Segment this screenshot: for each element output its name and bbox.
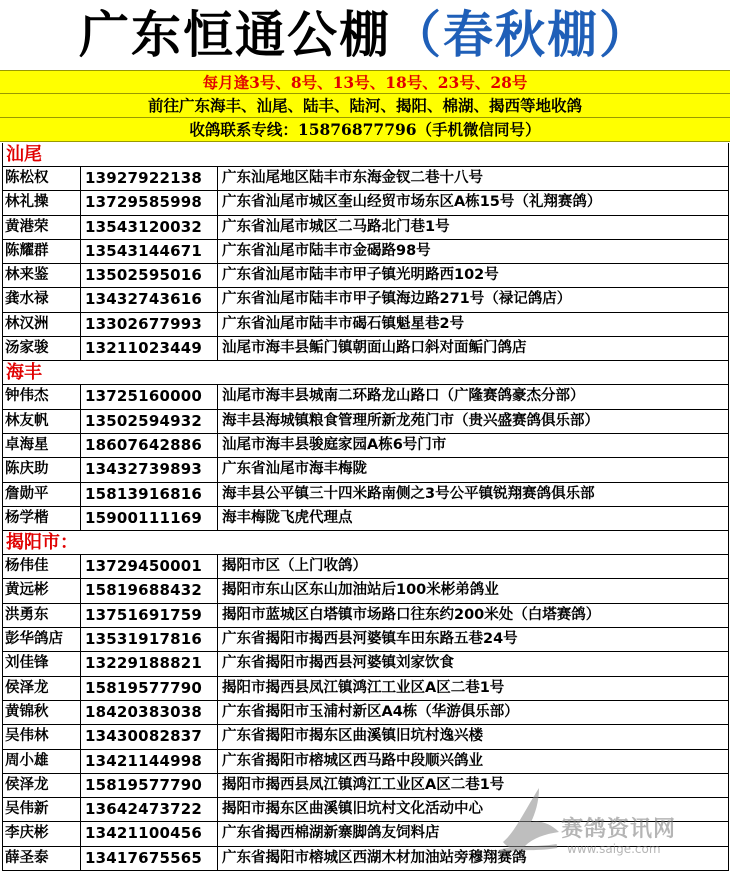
section-header: 汕尾 [3,143,728,167]
contact-name: 黄远彬 [3,579,81,602]
contact-phone: 15819688432 [81,579,218,602]
contact-phone: 13502594932 [81,410,218,433]
table-row [3,458,728,482]
table-row [3,750,728,774]
contact-phone: 13430082837 [81,725,218,748]
contact-phone: 13729585998 [81,191,218,214]
page-title [0,0,730,70]
contact-name: 侯泽龙 [3,677,81,700]
pigeon-logo-icon [495,780,565,860]
contact-name: 卓海星 [3,434,81,457]
contact-address: 广东省揭西棉湖新寨脚鸽友饲料店 [222,825,440,842]
watermark-url: www.saige.com [567,842,661,856]
contact-address: 广东省汕尾市陆丰市碣石镇魁星巷2号 [222,315,465,332]
contact-phone: 13421100456 [81,822,218,845]
table-row [3,677,728,701]
contact-name: 吴伟林 [3,725,81,748]
route-banner: 前往广东海丰、汕尾、陆丰、陆河、揭阳、棉湖、揭西等地收鸽 [0,94,730,118]
contact-name: 杨伟佳 [3,555,81,578]
contact-phone: 13642473722 [81,798,218,821]
contact-phone: 15900111169 [81,507,218,530]
contact-name: 陈庆助 [3,458,81,481]
contact-name: 吴伟新 [3,798,81,821]
schedule-banner: 每月逢3号、8号、13号、18号、23号、28号 [0,70,730,94]
contact-name: 刘佳锋 [3,652,81,675]
contact-name: 李庆彬 [3,822,81,845]
table-row [3,579,728,603]
table-row [3,483,728,507]
table-row [3,264,728,288]
table-row [3,652,728,676]
contact-phone: 13725160000 [81,385,218,408]
contact-address: 广东省汕尾市城区奎山经贸市场东区A栋15号（礼翔赛鸽） [222,194,602,211]
contact-name: 陈松权 [3,167,81,190]
contact-name: 彭华鸽店 [3,628,81,651]
table-row [3,507,728,531]
title-subtitle: （春秋棚） [391,5,651,64]
contact-address: 广东汕尾地区陆丰市东海金钗二巷十八号 [222,170,483,186]
watermark-text: 赛鸽资讯网 [561,817,677,842]
contact-address: 广东省汕尾市陆丰市甲子镇海边路271号（禄记鸽店） [222,291,572,308]
contact-phone: 13229188821 [81,652,218,675]
contact-address: 揭阳市区（上门收鸽） [222,558,367,575]
contact-address: 揭阳市揭西县凤江镇鸿江工业区A区二巷1号 [222,776,505,793]
section-header: 揭阳市： [3,531,728,555]
contact-phone: 13302677993 [81,313,218,336]
contact-address: 广东省汕尾市城区二马路北门巷1号 [222,218,450,235]
table-row [3,628,728,652]
contact-name: 黄锦秋 [3,701,81,724]
table-row [3,701,728,725]
table-row [3,167,728,191]
table-row [3,337,728,361]
contact-name: 洪勇东 [3,604,81,627]
contact-phone: 18607642886 [81,434,218,457]
contact-name: 林来鉴 [3,264,81,287]
contact-phone: 15819577790 [81,677,218,700]
contact-address: 广东省揭阳市榕城区西马路中段顺兴鸽业 [222,752,483,769]
table-row [3,288,728,312]
contact-name: 龚水禄 [3,288,81,311]
contact-phone: 18420383038 [81,701,218,724]
contact-phone: 13502595016 [81,264,218,287]
table-row [3,191,728,215]
table-row [3,385,728,409]
contact-phone: 13531917816 [81,628,218,651]
contact-address: 揭阳市揭东区曲溪镇旧坑村文化活动中心 [222,801,483,818]
contact-name: 林礼操 [3,191,81,214]
contact-address: 广东省揭阳市榕城区西湖木材加油站旁穆翔赛鸽 [222,849,527,866]
contact-address: 广东省揭阳市揭西县河婆镇刘家饮食 [222,655,454,672]
contact-address: 海丰县公平镇三十四米路南侧之3号公平镇锐翔赛鸽俱乐部 [222,485,595,502]
watermark [495,780,715,865]
contact-name: 薛圣泰 [3,847,81,870]
contact-name: 杨学楷 [3,507,81,530]
contact-address: 汕尾市海丰县骏庭家园A栋6号门市 [222,436,447,453]
contact-name: 汤家骏 [3,337,81,360]
contact-phone: 13751691759 [81,604,218,627]
contact-phone: 13927922138 [81,167,218,190]
contact-phone: 13211023449 [81,337,218,360]
contact-address: 汕尾市海丰县鲘门镇朝面山路口斜对面鲘门鸽店 [222,340,527,357]
contact-name: 陈耀群 [3,240,81,263]
table-row [3,216,728,240]
contact-name: 詹勋平 [3,483,81,506]
contact-address: 揭阳市蓝城区白塔镇市场路口往东约200米处（白塔赛鸽） [222,606,601,623]
contact-name: 黄港荣 [3,216,81,239]
contact-address: 海丰梅陇飞虎代理点 [222,509,353,526]
contact-phone: 13729450001 [81,555,218,578]
contact-phone: 15819577790 [81,774,218,797]
contact-name: 林友帆 [3,410,81,433]
contact-address: 汕尾市海丰县城南二环路龙山路口（广隆赛鸽豪杰分部） [222,388,585,405]
contact-phone: 13432743616 [81,288,218,311]
contact-phone: 13543120032 [81,216,218,239]
contact-name: 林汉洲 [3,313,81,336]
title-main: 广东恒通公棚 [79,5,391,64]
contact-address: 揭阳市东山区东山加油站后100米彬弟鸽业 [222,582,499,599]
contact-address: 广东省揭阳市揭东区曲溪镇旧坑村逸兴楼 [222,728,483,745]
contact-name: 周小雄 [3,750,81,773]
contact-phone: 13421144998 [81,750,218,773]
contact-phone: 15813916816 [81,483,218,506]
contact-phone: 13417675565 [81,847,218,870]
table-row [3,313,728,337]
contact-address: 海丰县海城镇粮食管理所新龙苑门市（贵兴盛赛鸽俱乐部） [222,412,599,429]
contact-name: 侯泽龙 [3,774,81,797]
contact-address: 广东省揭阳市揭西县河婆镇车田东路五巷24号 [222,631,518,648]
contact-phone: 13432739893 [81,458,218,481]
table-row [3,410,728,434]
contact-address: 揭阳市揭西县凤江镇鸿江工业区A区二巷1号 [222,679,505,696]
table-row [3,555,728,579]
table-row [3,725,728,749]
contact-banner: 收鸽联系专线：15876877796（手机微信同号） [0,118,730,142]
contact-address: 广东省汕尾市陆丰市甲子镇光明路西102号 [222,267,499,284]
table-row [3,604,728,628]
contact-name: 钟伟杰 [3,385,81,408]
table-row [3,434,728,458]
contact-address: 广东省汕尾市陆丰市金碣路98号 [222,242,431,259]
contact-address: 广东省揭阳市玉浦村新区A4栋（华游俱乐部） [222,703,519,720]
collection-points-table [2,143,729,871]
contact-address: 广东省汕尾市海丰梅陇 [222,461,367,478]
section-header: 海丰 [3,361,728,385]
table-row [3,240,728,264]
contact-phone: 13543144671 [81,240,218,263]
